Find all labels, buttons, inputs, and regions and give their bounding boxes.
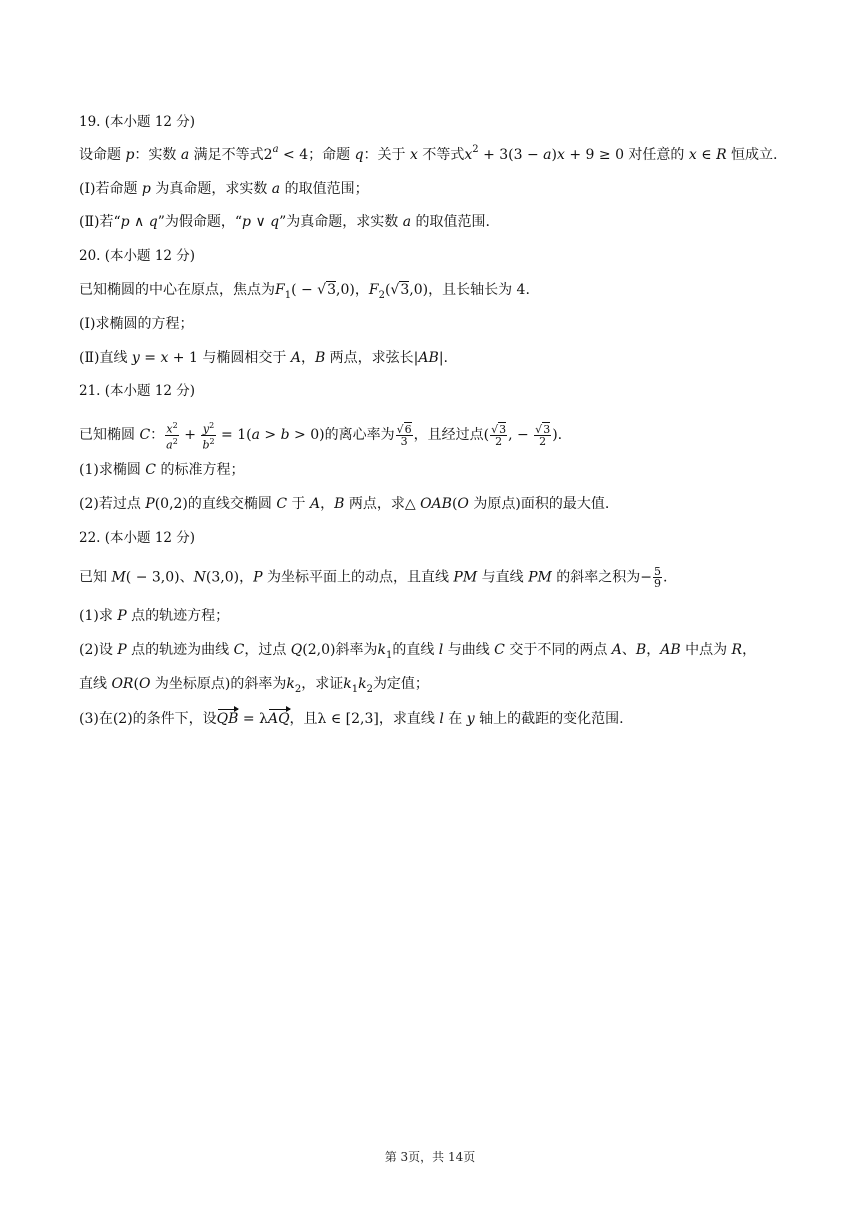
page-number: 第 3页，共 14页 xyxy=(384,1150,476,1164)
problem-21-stem: 已知椭圆 C： $\frac{x^2}{a^2}$ + $\frac{y^2}{b^2}$ = 1(a > b > 0)的离心率为 $\frac{√6}{3}$ ，且经过点( $\frac{√3}{2}$ , − $\frac{√3}{2}$ ). xyxy=(79,421,563,452)
problem-22-stem: 已知 M( − 3,0)、N(3,0)，P 为坐标平面上的动点，且直线 PM 与直线 PM 的斜率之积为− $\frac{5}{9}$ . xyxy=(79,565,668,590)
problem-21-part-1: (1)求椭圆 C 的标准方程； xyxy=(79,462,245,478)
problem-21-header: 21. (本小题 12 分) xyxy=(79,383,196,399)
problem-20-header: 20. (本小题 12 分) xyxy=(79,248,196,264)
problem-22-part-3: (3)在(2)的条件下，设QB = λAQ，且λ ∈ [2,3]，求直线 l 在 y 轴上的截距的变化范围. xyxy=(79,708,790,730)
problem-21-part-2: (2)若过点 P(0,2)的直线交椭圆 C 于 A，B 两点，求△ OAB(O 为原点)面积的最大值. xyxy=(79,496,610,512)
problem-22-part-2: (2)设 P 点的轨迹为曲线 C，过点 Q(2,0)斜率为$k_1$的直线 l 与曲线 C 交于不同的两点 A、B，AB 中点为 R， xyxy=(79,642,757,661)
problem-19-stem: 设命题 p：实数 a 满足不等式$2^a < 4$；命题 q：关于 x 不等式$x^2 + 3(3 - a)x + 9 \ge 0$ 对任意的 x ∈ R 恒成立. xyxy=(79,144,778,163)
problem-22-part-1: (1)求 P 点的轨迹方程； xyxy=(79,608,230,624)
problem-20-part-1: (Ⅰ)求椭圆的方程； xyxy=(79,316,194,332)
problem-19-part-1: (Ⅰ)若命题 p 为真命题，求实数 a 的取值范围； xyxy=(79,181,369,197)
problem-20-stem: 已知椭圆的中心在原点，焦点为$F_1( - √3,0)$，$F_2(√3,0)$，且长轴长为 4. xyxy=(79,282,530,301)
problem-22-part-2-cont: 直线 OR(O 为坐标原点)的斜率为$k_2$，求证$k_1k_2$为定值； xyxy=(79,676,429,695)
problem-22-header: 22. (本小题 12 分) xyxy=(79,530,196,546)
problem-19-part-2: (Ⅱ)若“p ∧ q”为假命题，“p ∨ q”为真命题，求实数 a 的取值范围. xyxy=(79,214,490,230)
problem-19-header: 19. (本小题 12 分) xyxy=(79,114,196,130)
problem-20-part-2: (Ⅱ)直线 y = x + 1 与椭圆相交于 A，B 两点，求弦长|AB|. xyxy=(79,350,448,366)
